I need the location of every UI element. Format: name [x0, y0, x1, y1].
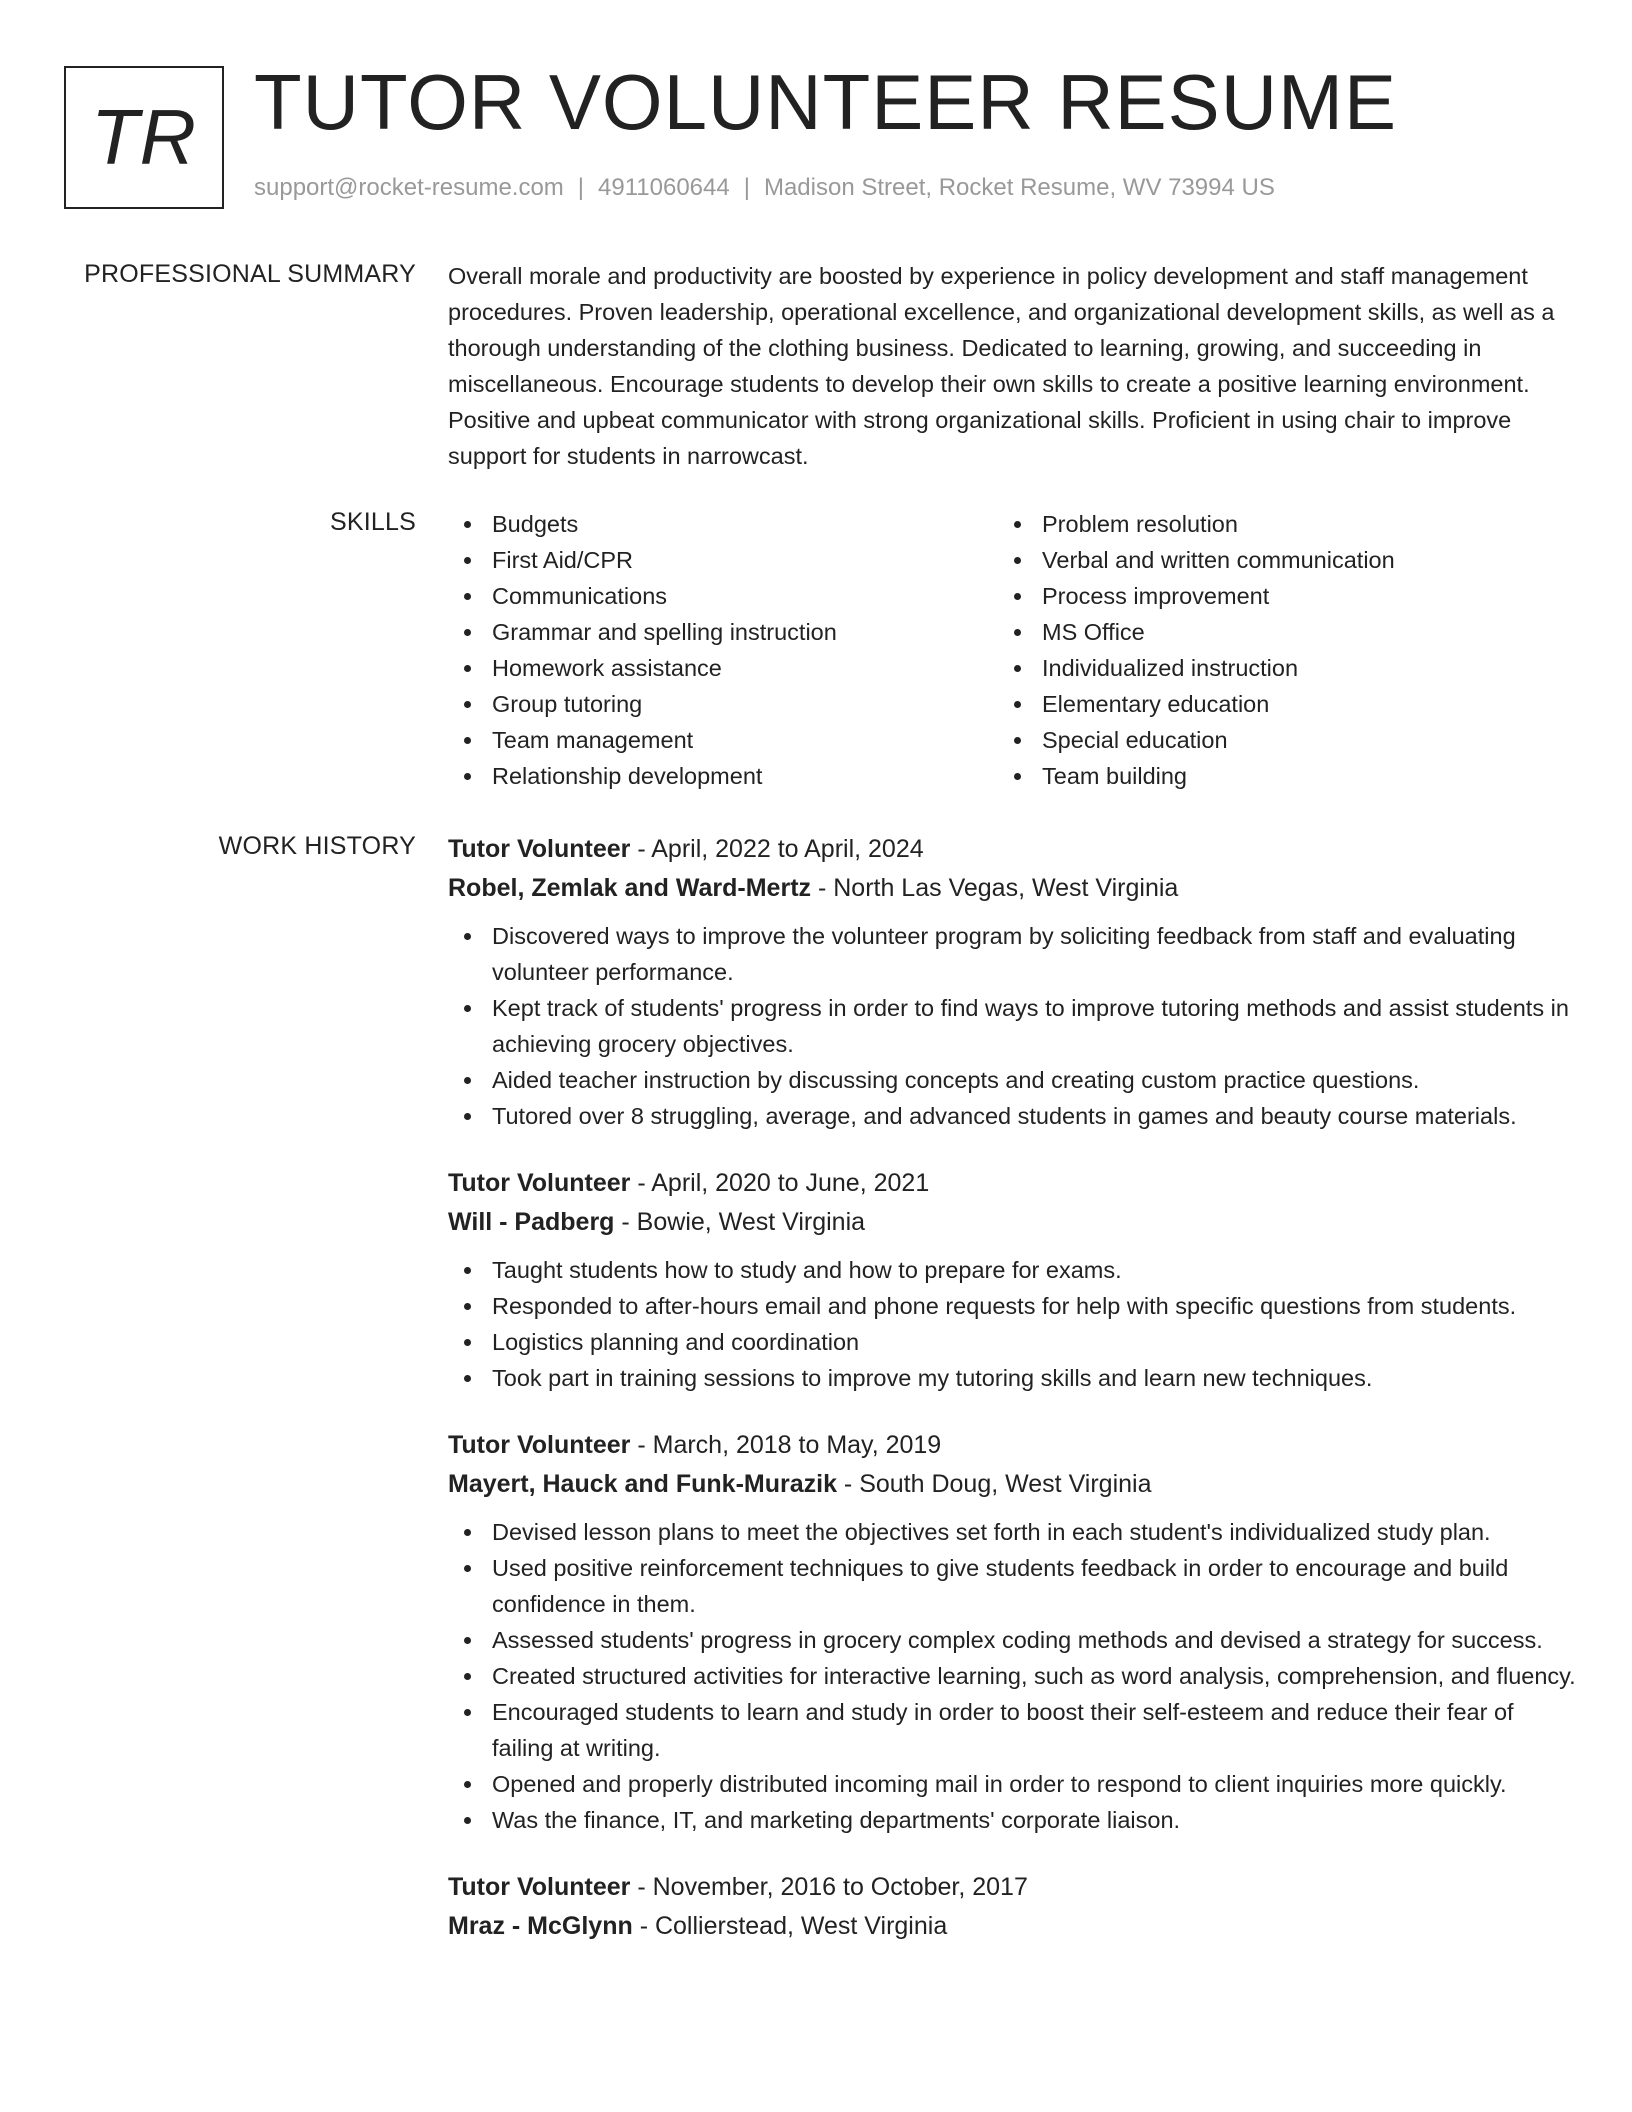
skill-item: MS Office [998, 614, 1558, 650]
summary-heading: PROFESSIONAL SUMMARY [84, 260, 416, 288]
skills-body [448, 506, 1576, 794]
contact-email[interactable]: support@rocket-resume.com [254, 174, 564, 201]
job-title: Tutor Volunteer [448, 1431, 631, 1459]
skill-item: Budgets [448, 506, 998, 542]
job-bullet: Opened and properly distributed incoming mail in order to respond to client inquiries more quickly. [448, 1766, 1576, 1802]
job-bullets [448, 1514, 1576, 1838]
contact-separator: | [743, 174, 750, 201]
job-bullets [448, 918, 1576, 1134]
job-entry [448, 1868, 1576, 1946]
job-title-line [448, 1868, 1576, 1907]
skill-item: Problem resolution [998, 506, 1558, 542]
job-bullet: Encouraged students to learn and study in order to boost their self-esteem and reduce their fear of failing at writing. [448, 1694, 1576, 1766]
skill-item: Individualized instruction [998, 650, 1558, 686]
contact-line [254, 174, 1275, 202]
skill-item: Team management [448, 722, 998, 758]
job-dates: - April, 2022 to April, 2024 [630, 835, 924, 863]
job-bullet: Devised lesson plans to meet the objectives set forth in each student's individualized study plan. [448, 1514, 1576, 1550]
job-company: Mayert, Hauck and Funk-Murazik [448, 1470, 837, 1498]
monogram-initials: TR [91, 93, 197, 181]
job-dates: - April, 2020 to June, 2021 [630, 1169, 930, 1197]
skill-item: Special education [998, 722, 1558, 758]
skill-item: Process improvement [998, 578, 1558, 614]
work-history-heading: WORK HISTORY [218, 832, 416, 860]
job-company-line [448, 1907, 1576, 1946]
skill-item: Verbal and written communication [998, 542, 1558, 578]
job-location: - Bowie, West Virginia [614, 1208, 866, 1236]
skills-list-right [998, 506, 1558, 794]
skill-item: Grammar and spelling instruction [448, 614, 998, 650]
skill-item: Group tutoring [448, 686, 998, 722]
skill-item: First Aid/CPR [448, 542, 998, 578]
job-bullet: Created structured activities for interactive learning, such as word analysis, comprehension, and fluency. [448, 1658, 1576, 1694]
job-location: - South Doug, West Virginia [836, 1470, 1152, 1498]
contact-address: Madison Street, Rocket Resume, WV 73994 US [763, 174, 1275, 201]
job-entry [448, 1426, 1576, 1838]
job-bullet: Assessed students' progress in grocery complex coding methods and devised a strategy for success. [448, 1622, 1576, 1658]
contact-phone[interactable]: 4911060644 [598, 174, 730, 201]
job-bullets [448, 1252, 1576, 1396]
skill-item: Communications [448, 578, 998, 614]
job-entry [448, 1164, 1576, 1396]
job-bullet: Discovered ways to improve the volunteer program by soliciting feedback from staff and evaluating volunteer performance. [448, 918, 1576, 990]
job-title-line [448, 830, 1576, 869]
job-company: Mraz - McGlynn [448, 1912, 633, 1940]
job-bullet: Kept track of students' progress in order to find ways to improve tutoring methods and assist students in achieving grocery objectives. [448, 990, 1576, 1062]
skill-item: Relationship development [448, 758, 998, 794]
job-title-line [448, 1164, 1576, 1203]
resume-title: TUTOR VOLUNTEER RESUME [254, 58, 1398, 146]
job-bullet: Logistics planning and coordination [448, 1324, 1576, 1360]
job-title: Tutor Volunteer [448, 1873, 631, 1901]
job-title: Tutor Volunteer [448, 835, 631, 863]
skill-item: Homework assistance [448, 650, 998, 686]
job-bullet: Tutored over 8 struggling, average, and advanced students in games and beauty course materials. [448, 1098, 1576, 1134]
job-company-line [448, 1203, 1576, 1242]
job-bullet: Aided teacher instruction by discussing concepts and creating custom practice questions. [448, 1062, 1576, 1098]
skills-heading: SKILLS [330, 508, 416, 536]
job-company-line [448, 869, 1576, 908]
job-company: Robel, Zemlak and Ward-Mertz [448, 874, 812, 902]
job-company-line [448, 1465, 1576, 1504]
job-bullet: Used positive reinforcement techniques to give students feedback in order to encourage and build confidence in them. [448, 1550, 1576, 1622]
job-company: Will - Padberg [448, 1208, 615, 1236]
contact-separator: | [577, 174, 585, 201]
job-bullet: Took part in training sessions to improve my tutoring skills and learn new techniques. [448, 1360, 1576, 1396]
skill-item: Team building [998, 758, 1558, 794]
summary-body [448, 258, 1576, 474]
job-entry [448, 830, 1576, 1134]
job-bullet: Was the finance, IT, and marketing departments' corporate liaison. [448, 1802, 1576, 1838]
job-location: - Collierstead, West Virginia [632, 1912, 948, 1940]
job-location: - North Las Vegas, West Virginia [811, 874, 1179, 902]
monogram-box [64, 66, 224, 209]
job-bullet: Responded to after-hours email and phone requests for help with specific questions from students. [448, 1288, 1576, 1324]
skills-list-left [448, 506, 998, 794]
job-bullet: Taught students how to study and how to prepare for exams. [448, 1252, 1576, 1288]
job-dates: - March, 2018 to May, 2019 [630, 1431, 942, 1459]
job-dates: - November, 2016 to October, 2017 [630, 1873, 1028, 1901]
job-title-line [448, 1426, 1576, 1465]
job-title: Tutor Volunteer [448, 1169, 631, 1197]
summary-text: Overall morale and productivity are boosted by experience in policy development and staff management procedures. Proven leadership, operational excellence, and organizational development skills, as well as a thorough understanding of the clothing business. Dedicated to learning, growing, and succeeding in miscellaneous. Encourage students to develop their own skills to create a positive learning environment. Positive and upbeat communicator with strong organizational skills. Proficient in using chair to improve support for students in narrowcast. [448, 263, 1555, 469]
skill-item: Elementary education [998, 686, 1558, 722]
work-history-body [448, 830, 1576, 1976]
